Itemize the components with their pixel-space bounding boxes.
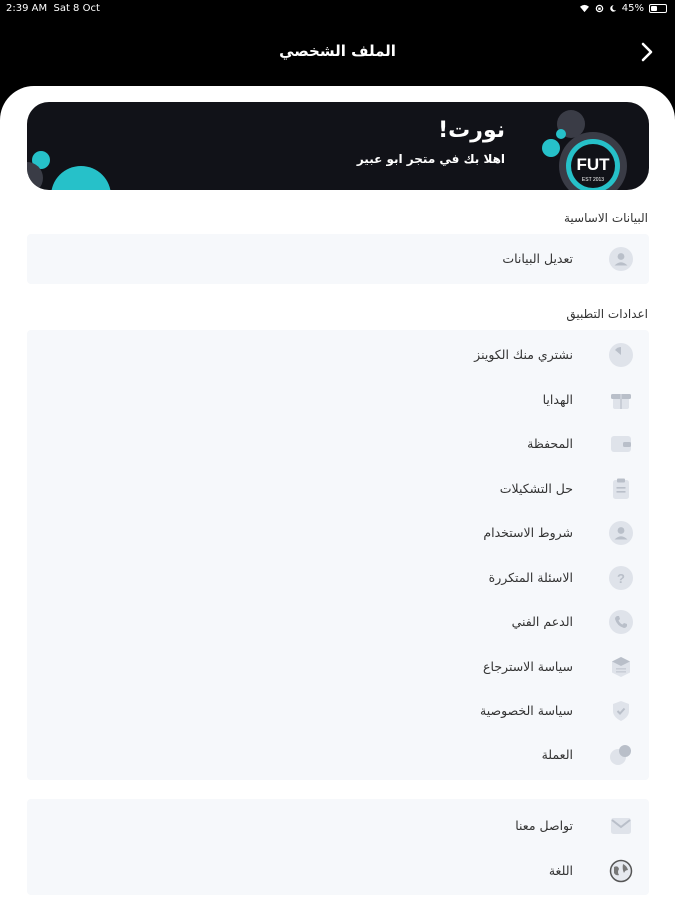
user-icon bbox=[609, 247, 633, 271]
svg-text:?: ? bbox=[617, 571, 625, 586]
row-label: اللغة bbox=[548, 863, 573, 878]
nav-bar bbox=[0, 18, 675, 88]
fut-logo bbox=[531, 106, 639, 190]
phone-icon bbox=[609, 610, 633, 634]
gift-icon bbox=[609, 388, 633, 412]
chevron-right-icon bbox=[640, 41, 654, 63]
coins-icon bbox=[609, 343, 633, 367]
row-label: شروط الاستخدام bbox=[483, 525, 573, 540]
row-label: تعديل البيانات bbox=[502, 251, 573, 266]
row-label: سياسة الاسترجاع bbox=[483, 659, 573, 674]
globe-icon bbox=[609, 859, 633, 883]
status-bar bbox=[0, 0, 675, 18]
banner-decoration bbox=[27, 102, 117, 190]
moon-icon bbox=[609, 4, 617, 13]
settings-group bbox=[27, 330, 649, 780]
row-support[interactable] bbox=[27, 600, 649, 644]
row-label: الهدايا bbox=[542, 392, 573, 407]
box-icon bbox=[609, 655, 633, 679]
row-gifts[interactable] bbox=[27, 378, 649, 422]
row-wallet[interactable] bbox=[27, 422, 649, 466]
row-privacy-policy[interactable] bbox=[27, 689, 649, 733]
battery-percent: 45% bbox=[621, 3, 644, 14]
page-title: الملف الشخصي bbox=[279, 42, 396, 60]
row-label: الاسئلة المتكررة bbox=[488, 570, 573, 585]
shield-icon bbox=[609, 699, 633, 723]
wifi-icon bbox=[579, 4, 590, 13]
row-label: الدعم الفني bbox=[511, 614, 573, 629]
status-right bbox=[579, 3, 667, 14]
row-edit-profile[interactable] bbox=[27, 237, 649, 281]
row-label: نشتري منك الكوينز bbox=[474, 347, 573, 362]
row-buy-coins[interactable] bbox=[27, 333, 649, 377]
back-button[interactable] bbox=[633, 38, 661, 66]
section-heading-basic: البيانات الاساسية bbox=[564, 211, 648, 225]
banner-title: نورت! bbox=[438, 118, 505, 143]
date-text: Sat 8 Oct bbox=[53, 3, 100, 14]
wallet-icon bbox=[609, 432, 633, 456]
row-label: حل التشكيلات bbox=[499, 481, 573, 496]
mail-icon bbox=[609, 814, 633, 838]
logo-text: FUT bbox=[576, 155, 610, 174]
orientation-lock-icon bbox=[595, 4, 604, 13]
section-heading-settings: اعدادات التطبيق bbox=[566, 307, 648, 321]
currency-icon bbox=[609, 743, 633, 767]
time-text: 2:39 AM bbox=[6, 3, 48, 14]
user-circle-icon bbox=[609, 521, 633, 545]
row-language[interactable] bbox=[27, 849, 649, 893]
battery-icon bbox=[649, 4, 667, 13]
battery-fill bbox=[651, 6, 657, 11]
row-label: العملة bbox=[541, 747, 573, 762]
question-icon bbox=[609, 566, 633, 590]
row-terms[interactable] bbox=[27, 511, 649, 555]
row-contact-us[interactable] bbox=[27, 804, 649, 848]
status-time bbox=[6, 3, 100, 14]
row-label: المحفظة bbox=[527, 436, 573, 451]
row-faq[interactable] bbox=[27, 556, 649, 600]
logo-subtext: EST 2013 bbox=[581, 177, 605, 183]
row-label: سياسة الخصوصية bbox=[480, 703, 573, 718]
welcome-banner bbox=[27, 102, 649, 190]
row-refund-policy[interactable] bbox=[27, 645, 649, 689]
contact-group bbox=[27, 799, 649, 895]
basic-group bbox=[27, 234, 649, 284]
banner-subtitle: اهلا بك في متجر ابو عبير bbox=[356, 152, 505, 166]
main-sheet bbox=[0, 86, 675, 900]
row-currency[interactable] bbox=[27, 733, 649, 777]
row-label: تواصل معنا bbox=[515, 818, 573, 833]
row-squad-solutions[interactable] bbox=[27, 467, 649, 511]
clipboard-icon bbox=[609, 477, 633, 501]
